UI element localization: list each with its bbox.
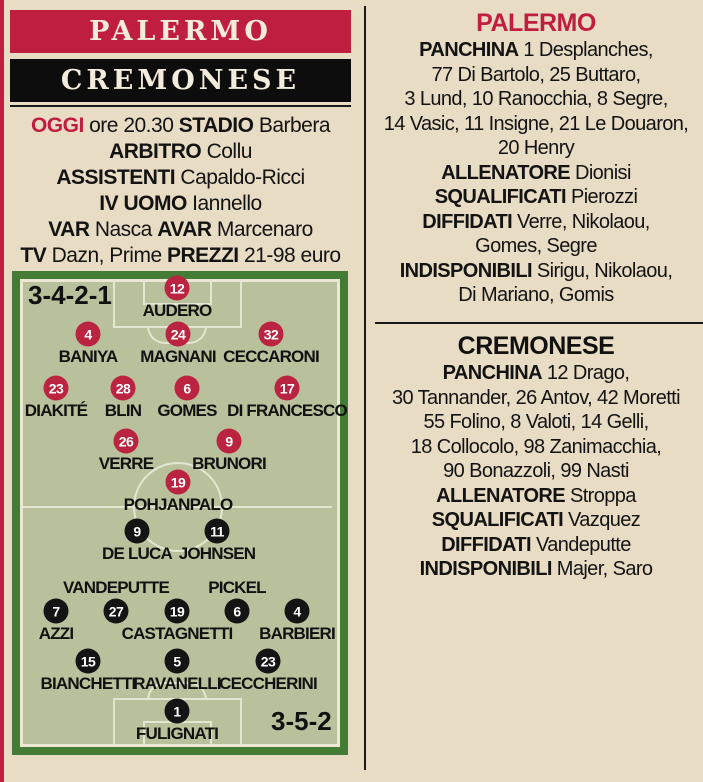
palermo-roster-segment: DIFFIDATI xyxy=(422,210,513,233)
cremonese-roster-line xyxy=(372,557,700,582)
palermo-roster-line xyxy=(372,112,700,137)
cremonese-roster-line xyxy=(372,484,700,509)
player-number-fulignati: 1 xyxy=(165,699,190,724)
match-info-segment: Marcenaro xyxy=(211,218,313,241)
palermo-roster-segment: 77 Di Bartolo, 25 Buttaro, xyxy=(431,63,641,86)
player-number-magnani: 24 xyxy=(166,322,191,347)
cremonese-roster-segment: DIFFIDATI xyxy=(441,533,531,556)
match-info-segment: Dazn, Prime xyxy=(46,244,167,267)
match-info-segment: ore 20.30 xyxy=(83,114,179,137)
match-info-segment: ASSISTENTI xyxy=(56,166,176,189)
palermo-roster-lines xyxy=(372,38,700,308)
cremonese-roster-title: CREMONESE xyxy=(457,332,615,360)
match-info-segment: Capaldo-Ricci xyxy=(175,166,305,189)
palermo-roster-segment: 3 Lund, 10 Ranocchia, 8 Segre, xyxy=(404,88,668,110)
match-info-segment: TV xyxy=(20,244,47,267)
player-name-johnsen: JOHNSEN xyxy=(178,544,256,563)
palermo-roster-line xyxy=(372,87,700,112)
player-name-ceccherini: CECCHERINI xyxy=(219,674,317,693)
cremonese-roster-line xyxy=(372,386,700,411)
match-info-segment: Nasca xyxy=(89,218,158,241)
player-number-gomes: 6 xyxy=(175,376,200,401)
player-number-verre: 26 xyxy=(114,429,139,454)
palermo-roster-segment: Sirigu, Nikolaou, xyxy=(531,259,673,282)
player-number-ceccaroni: 32 xyxy=(259,322,284,347)
cremonese-roster-line xyxy=(372,533,700,558)
cremonese-roster-segment: ALLENATORE xyxy=(436,484,565,507)
cremonese-roster-line xyxy=(372,410,700,435)
palermo-roster-segment: Dionisi xyxy=(570,161,631,184)
player-name-pohjanpalo: POHJANPALO xyxy=(123,495,233,514)
palermo-roster-segment: ALLENATORE xyxy=(441,161,571,184)
player-number-baniya: 4 xyxy=(76,322,101,347)
roster-section-divider xyxy=(375,322,703,324)
player-number-brunori: 9 xyxy=(217,429,242,454)
player-number-azzi: 7 xyxy=(44,599,69,624)
palermo-roster-line xyxy=(372,185,700,210)
match-info-segment: OGGI xyxy=(30,114,84,137)
match-info-segment: VAR xyxy=(48,218,90,241)
palermo-roster-segment: 1 Desplanches, xyxy=(518,39,653,61)
cremonese-roster-line xyxy=(372,508,700,533)
player-number-bianchetti: 15 xyxy=(76,649,101,674)
cremonese-roster-segment: 55 Folino, 8 Valoti, 14 Gelli, xyxy=(423,411,649,433)
player-name-ravanelli: RAVANELLI xyxy=(133,674,221,693)
match-info-segment: AVAR xyxy=(157,218,212,241)
player-name-castagnetti: CASTAGNETTI xyxy=(121,624,233,643)
player-number-barbieri: 4 xyxy=(285,599,310,624)
player-number-pickel: 6 xyxy=(225,599,250,624)
formation-home: 3-4-2-1 xyxy=(28,280,112,310)
player-name-magnani: MAGNANI xyxy=(140,347,216,366)
cremonese-roster-line xyxy=(372,361,700,386)
match-info-segment: 21-98 euro xyxy=(238,244,341,267)
player-name-pickel: PICKEL xyxy=(208,578,266,597)
palermo-roster-line xyxy=(372,283,700,308)
match-info-segment: Barbera xyxy=(253,114,331,137)
cremonese-roster-section xyxy=(372,331,700,582)
player-number-diakité: 23 xyxy=(44,376,69,401)
player-name-gomes: GOMES xyxy=(157,401,217,420)
match-info-segment: PREZZI xyxy=(166,244,239,267)
cremonese-roster-segment: 12 Drago, xyxy=(541,362,630,384)
cremonese-roster-segment: 90 Bonazzoli, 99 Nasti xyxy=(443,460,629,482)
player-number-audero: 12 xyxy=(165,276,190,301)
palermo-roster-segment: INDISPONIBILI xyxy=(399,259,532,282)
player-number-johnsen: 11 xyxy=(205,519,230,544)
palermo-roster-segment: Di Mariano, Gomis xyxy=(458,284,614,306)
palermo-roster-line xyxy=(372,63,700,88)
palermo-roster-title: PALERMO xyxy=(476,9,596,37)
palermo-roster-section xyxy=(372,8,700,308)
player-name-brunori: BRUNORI xyxy=(192,454,266,473)
match-info-segment: IV UOMO xyxy=(99,192,187,215)
cremonese-roster-segment: Vandeputte xyxy=(530,533,631,556)
player-name-de-luca: DE LUCA xyxy=(102,544,172,563)
away-team-banner-label: CREMONESE xyxy=(60,65,301,96)
match-info-segment: Collu xyxy=(201,140,252,163)
player-name-azzi: AZZI xyxy=(38,624,74,643)
palermo-roster-segment: 14 Vasic, 11 Insigne, 21 Le Douaron, xyxy=(383,112,689,135)
player-name-ceccaroni: CECCARONI xyxy=(223,347,319,366)
player-name-baniya: BANIYA xyxy=(58,347,118,366)
home-team-banner-label: PALERMO xyxy=(89,16,272,47)
formation-away: 3-5-2 xyxy=(271,706,332,736)
palermo-roster-segment: Pierozzi xyxy=(566,186,638,208)
player-number-di-francesco: 17 xyxy=(275,376,300,401)
cremonese-roster-line xyxy=(372,459,700,484)
palermo-roster-line xyxy=(372,210,700,235)
cremonese-roster-segment: 18 Collocolo, 98 Zanimacchia, xyxy=(410,435,662,458)
player-number-ravanelli: 5 xyxy=(165,649,190,674)
palermo-roster-line xyxy=(372,38,700,63)
cremonese-roster-line xyxy=(372,435,700,460)
column-divider xyxy=(364,6,366,770)
player-name-barbieri: BARBIERI xyxy=(259,624,335,643)
palermo-roster-segment: 20 Henry xyxy=(497,137,575,159)
match-info-segment: Iannello xyxy=(186,192,262,215)
player-number-pohjanpalo: 19 xyxy=(166,470,191,495)
cremonese-roster-segment: 30 Tannander, 26 Antov, 42 Moretti xyxy=(392,386,680,409)
player-name-di-francesco: DI FRANCESCO xyxy=(227,401,347,420)
cremonese-roster-segment: Majer, Saro xyxy=(551,558,653,580)
cremonese-roster-segment: INDISPONIBILI xyxy=(419,558,552,580)
player-name-verre: VERRE xyxy=(98,454,154,473)
palermo-roster-segment: PANCHINA xyxy=(419,39,519,61)
palermo-roster-segment: SQUALIFICATI xyxy=(434,186,566,208)
player-number-castagnetti: 19 xyxy=(165,599,190,624)
player-number-de-luca: 9 xyxy=(125,519,150,544)
cremonese-roster-segment: Stroppa xyxy=(565,484,636,507)
palermo-roster-segment: Gomes, Segre xyxy=(475,235,597,257)
cremonese-roster-lines xyxy=(372,361,700,582)
palermo-roster-line xyxy=(372,136,700,161)
cremonese-roster-segment: Vazquez xyxy=(563,509,641,531)
player-name-vandeputte: VANDEPUTTE xyxy=(63,578,169,597)
palermo-roster-line xyxy=(372,234,700,259)
player-name-blin: BLIN xyxy=(104,401,142,420)
palermo-roster-segment: Verre, Nikolaou, xyxy=(512,210,650,233)
player-number-blin: 28 xyxy=(111,376,136,401)
match-info-segment: ARBITRO xyxy=(109,140,202,163)
player-name-bianchetti: BIANCHETTI xyxy=(40,674,136,693)
match-info-segment: STADIO xyxy=(178,114,254,137)
player-name-diakité: DIAKITÉ xyxy=(24,401,88,420)
player-number-ceccherini: 23 xyxy=(256,649,281,674)
cremonese-roster-segment: SQUALIFICATI xyxy=(431,509,564,531)
palermo-roster-line xyxy=(372,161,700,186)
player-number-vandeputte: 27 xyxy=(104,599,129,624)
palermo-roster-line xyxy=(372,259,700,284)
player-name-fulignati: FULIGNATI xyxy=(135,724,219,743)
cremonese-roster-segment: PANCHINA xyxy=(442,362,542,384)
player-name-audero: AUDERO xyxy=(142,301,212,320)
